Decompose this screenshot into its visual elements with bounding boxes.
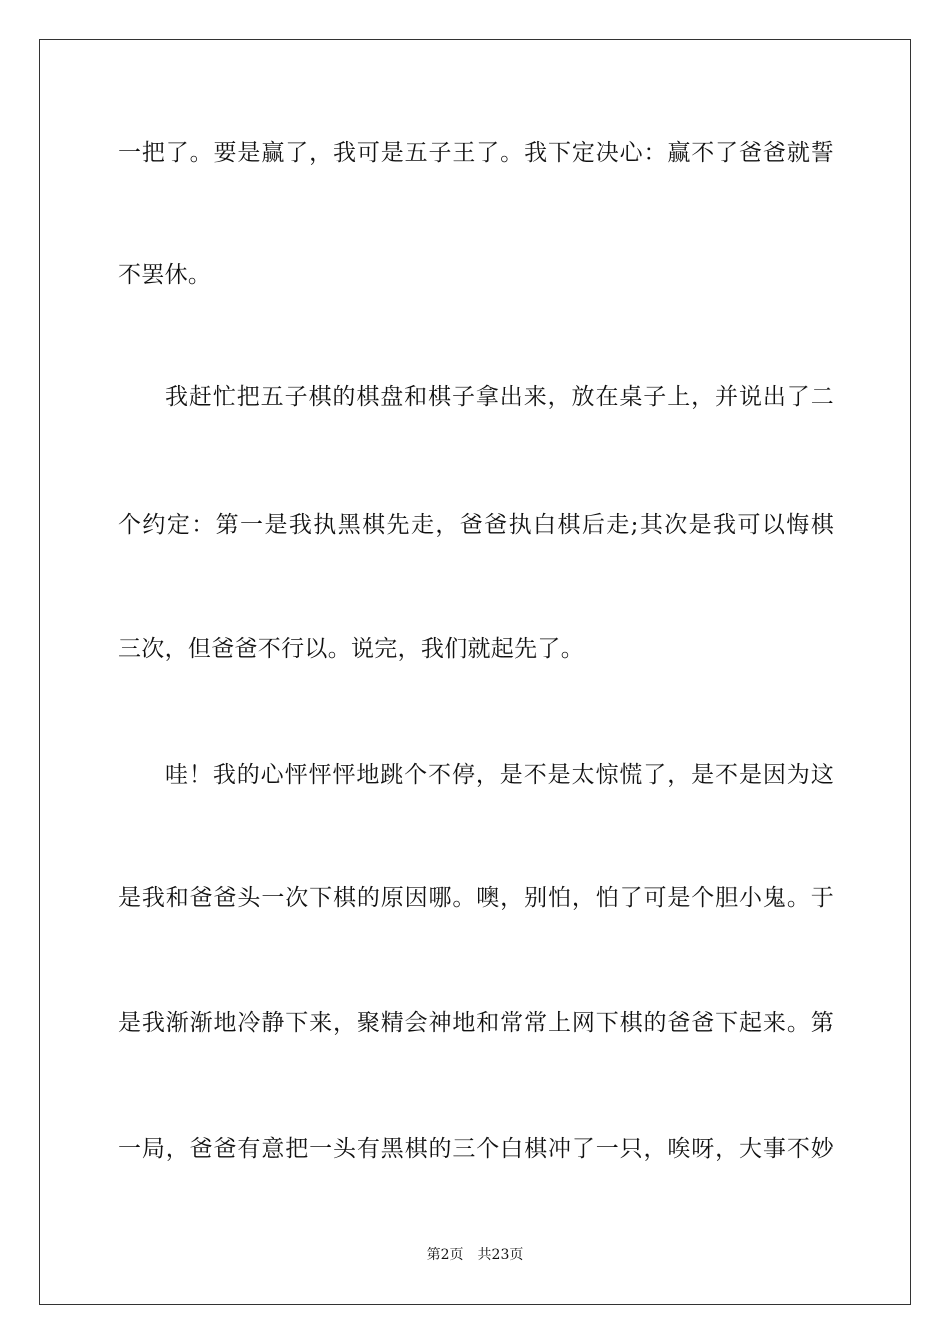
total-pages: 共23页 <box>477 1247 524 1263</box>
text-line-4: 个约定：第一是我执黑棋先走，爸爸执白棋后走;其次是我可以悔棋 <box>118 512 834 538</box>
text-line-6: 哇！我的心怦怦怦地跳个不停，是不是太惊慌了，是不是因为这 <box>165 762 834 788</box>
text-line-1: 一把了。要是赢了，我可是五子王了。我下定决心：赢不了爸爸就誓 <box>118 140 834 166</box>
text-line-3: 我赶忙把五子棋的棋盘和棋子拿出来，放在桌子上，并说出了二 <box>165 384 834 410</box>
text-line-2: 不罢休。 <box>118 262 212 288</box>
page-border <box>39 39 911 1305</box>
text-line-9: 一局，爸爸有意把一头有黑棋的三个白棋冲了一只，唉呀，大事不妙 <box>118 1136 834 1162</box>
text-line-7: 是我和爸爸头一次下棋的原因哪。噢，别怕，怕了可是个胆小鬼。于 <box>118 885 834 911</box>
page-number: 第2页 <box>426 1247 464 1263</box>
text-line-5: 三次，但爸爸不行以。说完，我们就起先了。 <box>118 636 584 662</box>
page-footer <box>0 1245 950 1265</box>
text-line-8: 是我渐渐地冷静下来，聚精会神地和常常上网下棋的爸爸下起来。第 <box>118 1010 834 1036</box>
